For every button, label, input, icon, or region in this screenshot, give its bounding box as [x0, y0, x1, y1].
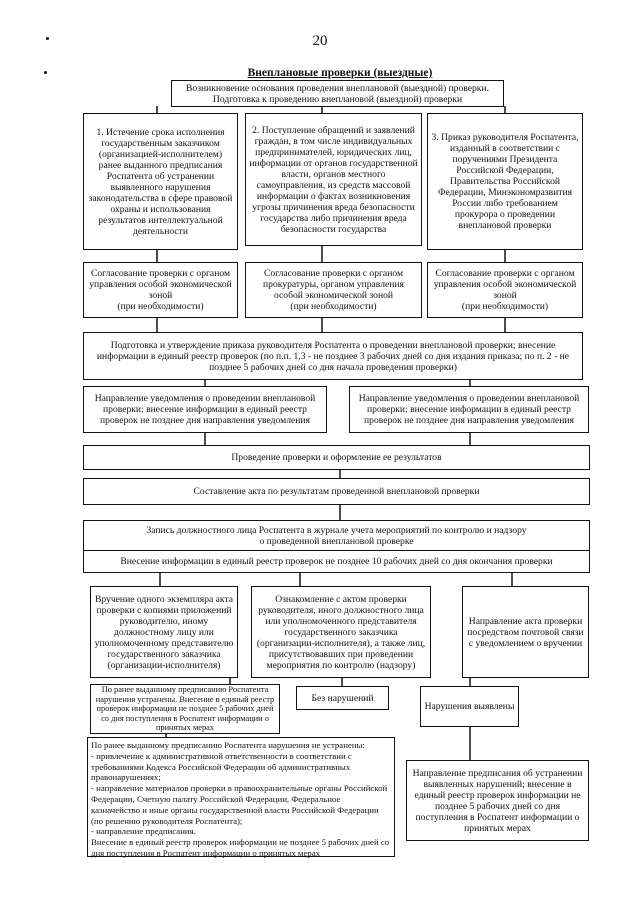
- violations-found-box: [420, 686, 519, 727]
- eliminated-text: По ранее выданному предписанию Роспатента нарушения устранены. Внесение в единый реестр проверок информации не позднее 5 рабочих дней со дня поступления в Роспатент информации о принятых мерах: [95, 685, 275, 733]
- registry-box: [83, 550, 590, 573]
- approval-text-2: Согласование проверки с органом прокуратуры, органом управления особой экономической зоной (при необходимости): [263, 268, 404, 312]
- registry-text: Внесение информации в единый реестр проверок не позднее 10 рабочих дней со дня окончания проверки: [120, 556, 553, 567]
- notice-box-right: [349, 386, 589, 433]
- act-text: Составление акта по результатам проведенной внеплановой проверки: [193, 486, 480, 497]
- notice-text-right: Направление уведомления о проведении внеплановой проверки; внесение информации в единый реестр проверок не позднее дня направления уведомления: [358, 393, 580, 426]
- prescription-box: [406, 760, 589, 841]
- no-violations-text: Без нарушений: [311, 692, 374, 704]
- header-box: [171, 80, 504, 107]
- conduct-text: Проведение проверки и оформление ее результатов: [231, 452, 442, 463]
- delivery-text-3: Направление акта проверки посредством почтовой связи с уведомлением о вручении: [467, 615, 584, 649]
- no-violations-box: [296, 686, 389, 710]
- order-text: Подготовка и утверждение приказа руководителя Роспатента о проведении внеплановой проверки; внесение информации в единый реестр проверок (по п.п. 1,3 - не позднее 3 рабочих дней со дня издания приказа; по п. 2 - не позднее 5 рабочих дней со дня начала проведения проверки): [96, 339, 570, 373]
- delivery-box-2: [251, 586, 431, 678]
- delivery-text-1: Вручение одного экземпляра акта проверки с копиями приложений руководителю, иному должностному лицу или уполномоченному представителю государственного заказчика (организации-исполнителя): [94, 593, 234, 671]
- page-number: 20: [312, 33, 328, 49]
- journal-text: Запись должностного лица Роспатента в журнале учета мероприятий по контролю и надзору о проведенной внеплановой проверке: [146, 524, 527, 547]
- delivery-box-1: [90, 586, 238, 678]
- act-box: [83, 478, 590, 505]
- approval-box-2: [245, 262, 422, 318]
- order-box: [83, 332, 583, 380]
- ground-box-1: [83, 113, 238, 250]
- ground-box-3: [427, 113, 583, 250]
- journal-box: [83, 520, 590, 550]
- approval-box-1: [83, 262, 238, 318]
- approval-text-1: Согласование проверки с органом управления особой экономической зоной (при необходимости): [89, 268, 232, 312]
- delivery-box-3: [462, 586, 589, 678]
- notice-text-left: Направление уведомления о проведении внеплановой проверки; внесение информации в единый реестр проверок не позднее дня направления уведомления: [94, 393, 316, 426]
- violations-found-text: Нарушения выявлены: [424, 701, 515, 712]
- header-text: Возникновение основания проведения внеплановой (выездной) проверки. Подготовка к проведению внеплановой (выездной) проверки: [186, 82, 489, 105]
- page-title: Внеплановые проверки (выездные): [247, 67, 433, 79]
- prescription-text: Направление предписания об устранении выявленных нарушений; внесение в единый реестр проверок информации не позднее 5 рабочих дней со дня поступления в Роспатент информации о принятых мерах: [412, 767, 583, 834]
- ground-text-3: 3. Приказ руководителя Роспатента, изданный в соответствии с поручениями Президента Российской Федерации, Правительства Российской Федерации, Минэкономразвития России либо требованием прокурора о проведении внеплановой проверки: [431, 132, 579, 231]
- approval-box-3: [427, 262, 583, 318]
- not-eliminated-text: По ранее выданному предписанию Роспатента нарушения не устранены: - привлечение к административной ответственности в соответствии с требованиями Кодекса Российской Федерации об административных правонарушениях; - направление материалов проверки в правоохранительные органы Российской Федерации, Счетную палату Российской Федерации, Федеральное казначейство и иные органы государственной власти Российской Федерации (по решению руководителя Роспатента); - направление предписания. Внесение в единый реестр проверок информации не позднее 5 рабочих дней со дня поступления в Роспатент информации о принятых мерах: [91, 740, 390, 858]
- delivery-text-2: Ознакомление с актом проверки руководителя, иного должностного лица или уполномоченного представителя государственного заказчика (организации-исполнителя), а также лиц, присутствовавших при проведении мероприятия по контролю (надзору): [256, 593, 426, 671]
- approval-text-3: Согласование проверки с органом управления особой экономической зоной (при необходимости): [433, 268, 577, 312]
- notice-box-left: [83, 386, 327, 433]
- ground-text-1: 1. Истечение срока исполнения государственным заказчиком (организацией-исполнителем) ранее выданного предписания Роспатента об устранении выявленного нарушения законодательства в сфере правовой охраны и использования результатов интеллектуальной деятельности: [88, 126, 233, 237]
- ground-text-2: 2. Поступление обращений и заявлений граждан, в том числе индивидуальных предпринимателей, юридических лиц, информации от органов государственной власти, органов местного самоуправления, из средств массовой информации о фактах возникновения угрозы причинения вреда безопасности государства либо причинения вреда безопасности государства: [249, 124, 418, 235]
- conduct-box: [83, 445, 590, 470]
- not-eliminated-box: [87, 737, 395, 857]
- eliminated-box: [90, 684, 280, 734]
- ground-box-2: [245, 113, 422, 246]
